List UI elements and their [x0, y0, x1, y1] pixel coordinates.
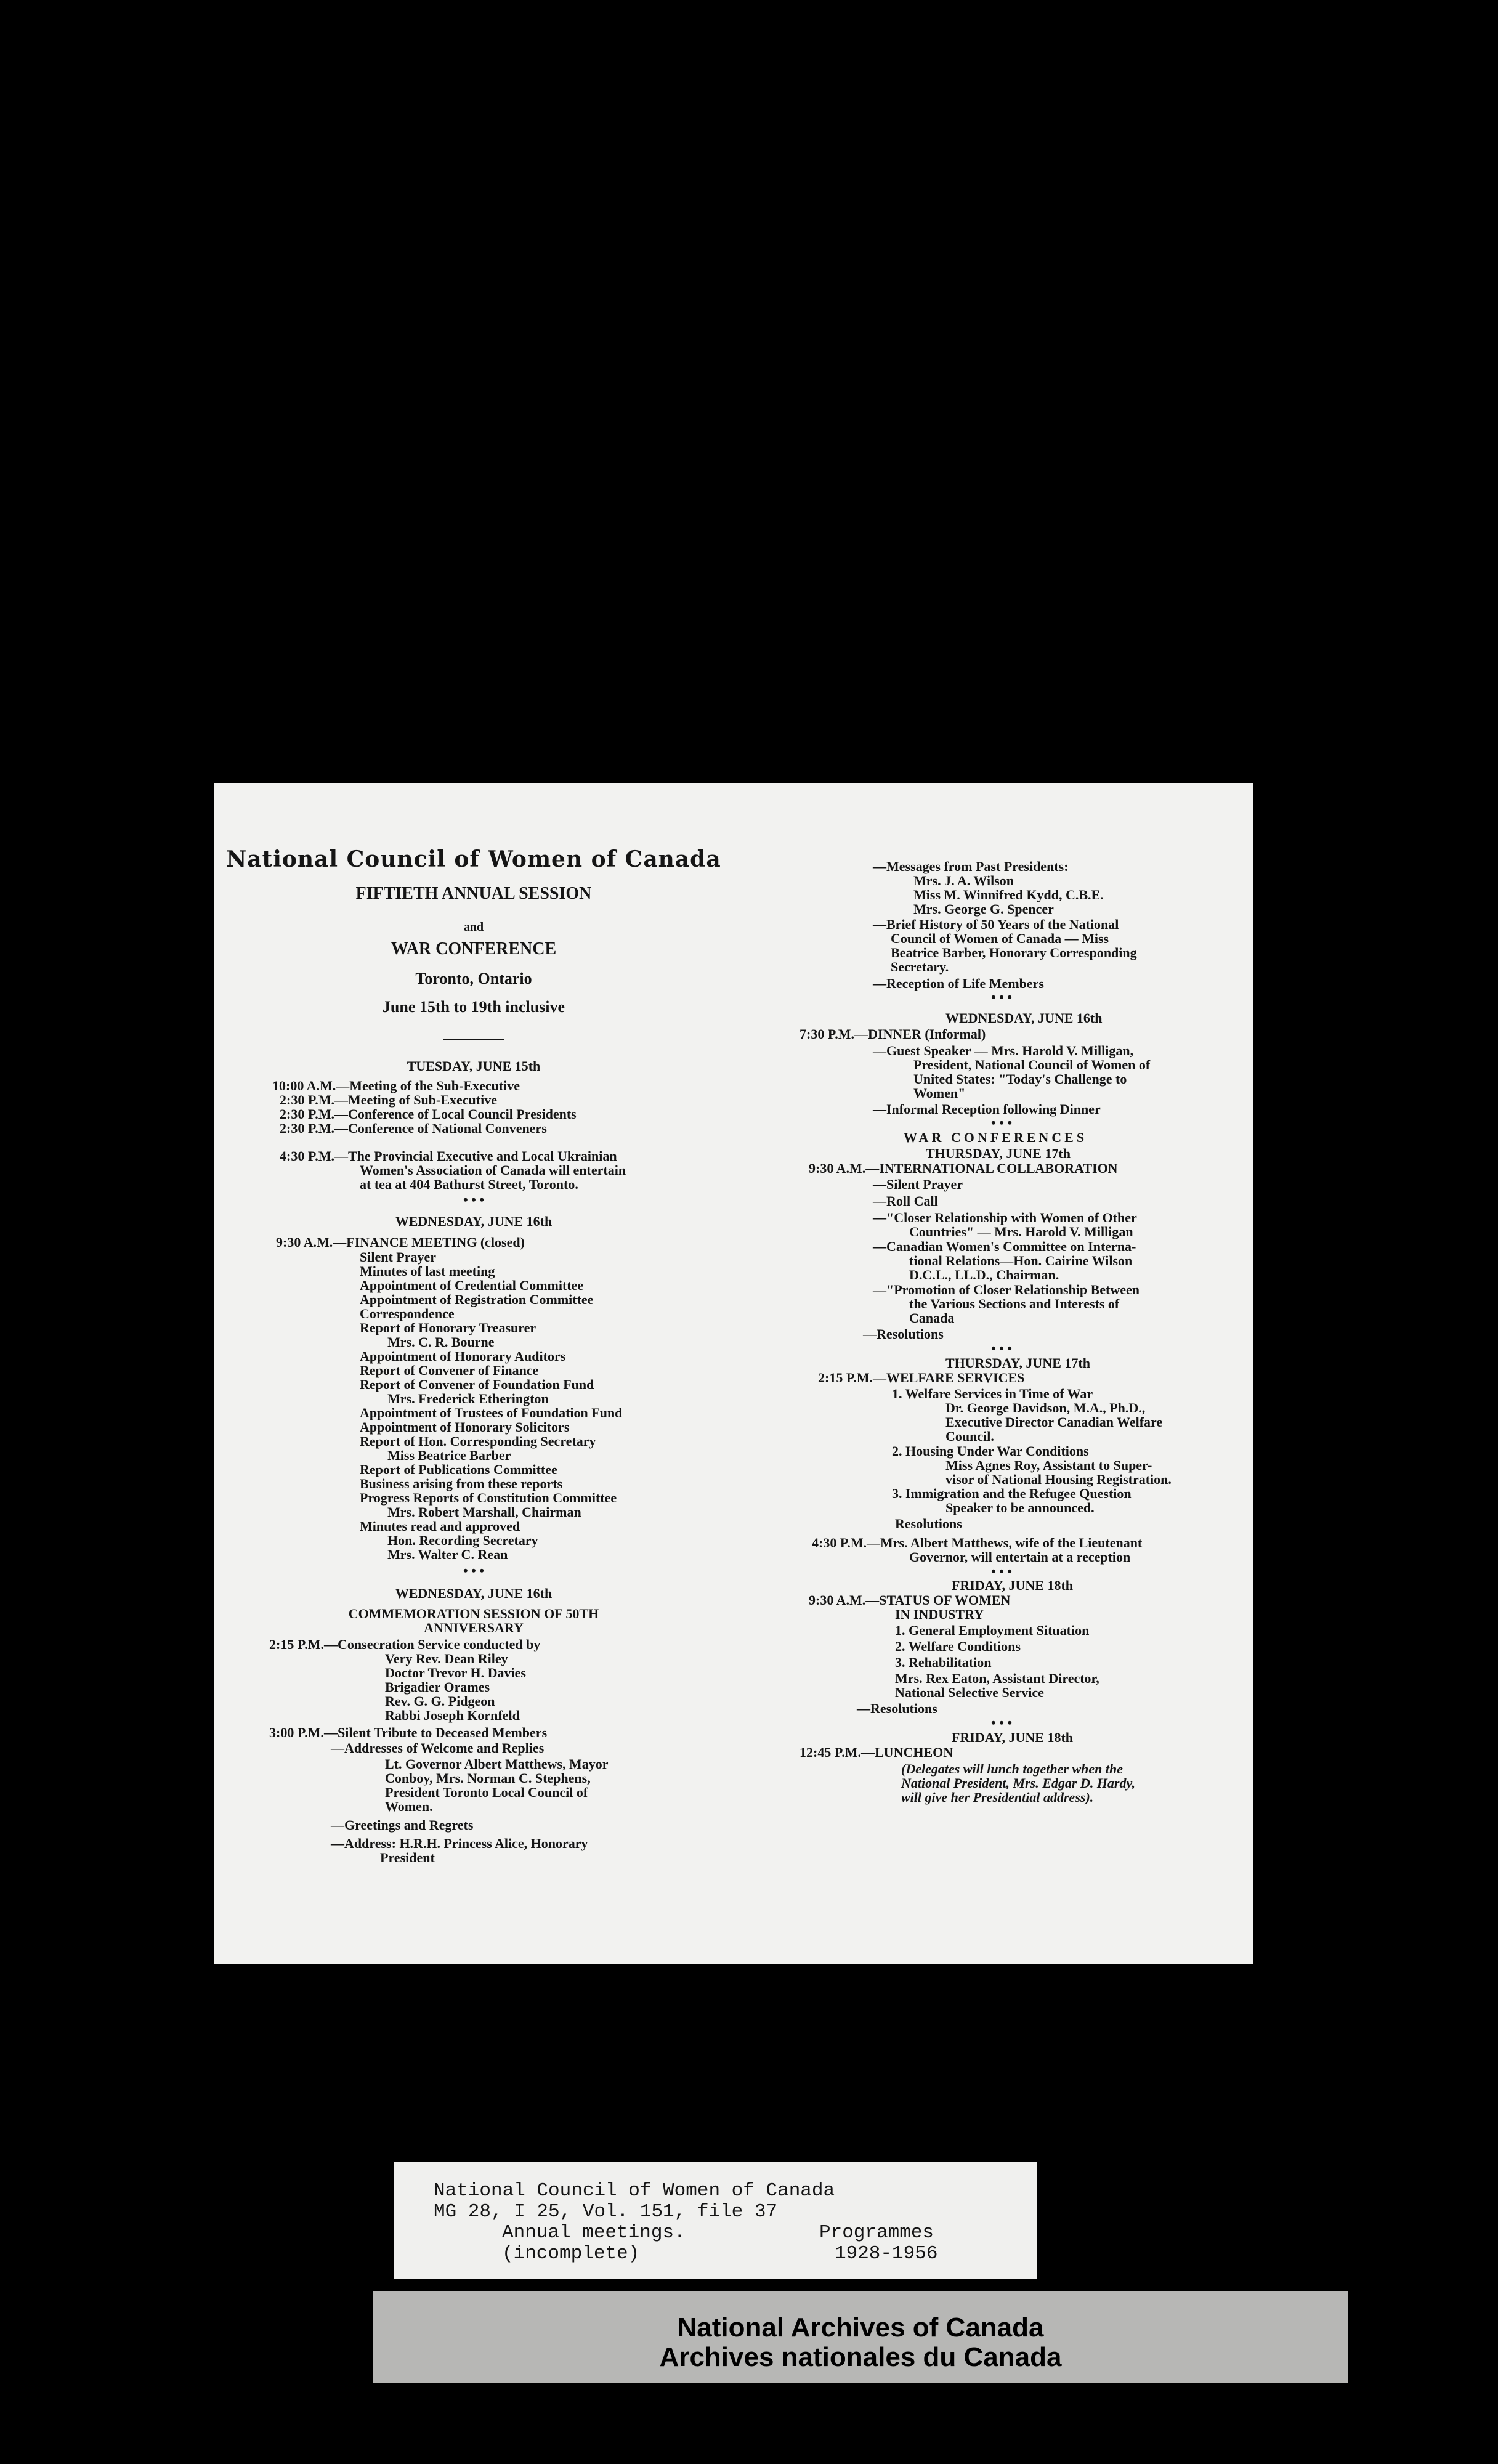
agenda-note: National President, Mrs. Edgar D. Hardy,: [901, 1775, 1135, 1791]
agenda-item: Executive Director Canadian Welfare: [945, 1414, 1163, 1430]
agenda-item: Appointment of Credential Committee: [360, 1278, 584, 1293]
day-heading: WEDNESDAY, JUNE 16th: [395, 1586, 553, 1601]
agenda-item: Report of Convener of Finance: [360, 1363, 539, 1378]
schedule-line: 2:15 P.M.—Consecration Service conducted by: [269, 1637, 541, 1652]
schedule-line: —"Closer Relationship with Women of Other: [873, 1210, 1137, 1225]
agenda-item: Canada: [909, 1310, 955, 1326]
schedule-line: President: [380, 1850, 435, 1865]
separator-dots: • • •: [463, 1563, 485, 1578]
agenda-item: Countries" — Mrs. Harold V. Milligan: [909, 1224, 1133, 1239]
agenda-item: Resolutions: [895, 1516, 962, 1531]
agenda-item: Appointment of Honorary Auditors: [360, 1348, 566, 1364]
agenda-item: 1. Welfare Services in Time of War: [892, 1386, 1093, 1401]
schedule-line: —Brief History of 50 Years of the National: [873, 917, 1119, 932]
agenda-item: Report of Convener of Foundation Fund: [360, 1377, 594, 1392]
schedule-line: —"Promotion of Closer Relationship Between: [873, 1282, 1140, 1297]
agenda-item: Lt. Governor Albert Matthews, Mayor: [385, 1756, 609, 1772]
agenda-item: Minutes of last meeting: [360, 1263, 495, 1279]
institution-name-en: National Archives of Canada: [677, 2312, 1044, 2343]
schedule-line: 9:30 A.M.—FINANCE MEETING (closed): [276, 1234, 525, 1250]
schedule-line: 2:30 P.M.—Conference of Local Council Presidents: [280, 1106, 577, 1122]
agenda-item: Conboy, Mrs. Norman C. Stephens,: [385, 1770, 591, 1786]
title-divider: [443, 1039, 504, 1040]
separator-dots: • • •: [991, 1340, 1013, 1356]
archive-reference-label: [394, 2162, 1037, 2279]
agenda-item: Speaker to be announced.: [945, 1500, 1095, 1515]
agenda-item: Mrs. J. A. Wilson: [913, 873, 1014, 888]
agenda-item: 1. General Employment Situation: [895, 1623, 1090, 1638]
agenda-item: Mrs. Robert Marshall, Chairman: [387, 1504, 581, 1520]
agenda-item: Appointment of Registration Committee: [360, 1292, 594, 1307]
schedule-line: 4:30 P.M.—Mrs. Albert Matthews, wife of the Lieutenant: [812, 1535, 1143, 1550]
agenda-item: Report of Honorary Treasurer: [360, 1320, 536, 1335]
agenda-item: Minutes read and approved: [360, 1518, 520, 1534]
agenda-item: Appointment of Trustees of Foundation Fund: [360, 1405, 623, 1420]
agenda-item: National Selective Service: [895, 1685, 1044, 1700]
agenda-item: Beatrice Barber, Honorary Corresponding: [891, 945, 1137, 960]
agenda-item: Mrs. Rex Eaton, Assistant Director,: [895, 1671, 1099, 1686]
agenda-item: Rev. G. G. Pidgeon: [385, 1693, 495, 1709]
agenda-item: Progress Reports of Constitution Committee: [360, 1490, 617, 1506]
day-heading: WEDNESDAY, JUNE 16th: [945, 1010, 1103, 1026]
schedule-line: 2:15 P.M.—WELFARE SERVICES: [818, 1370, 1025, 1385]
subtitle-dates: June 15th to 19th inclusive: [382, 998, 565, 1016]
schedule-line: 12:45 P.M.—LUNCHEON: [800, 1745, 953, 1760]
agenda-item: 2. Welfare Conditions: [895, 1639, 1021, 1654]
reference-line: 1928-1956: [835, 2243, 938, 2264]
schedule-line: —Silent Prayer: [873, 1177, 963, 1192]
agenda-item: Miss Agnes Roy, Assistant to Super-: [945, 1457, 1152, 1473]
schedule-line: 2:30 P.M.—Conference of National Conveners: [280, 1121, 547, 1136]
agenda-item: Very Rev. Dean Riley: [385, 1651, 508, 1666]
schedule-line: —Addresses of Welcome and Replies: [331, 1740, 545, 1756]
schedule-line: —Address: H.R.H. Princess Alice, Honorary: [331, 1836, 588, 1851]
subtitle-war-conference: WAR CONFERENCE: [391, 939, 557, 958]
agenda-item: United States: "Today's Challenge to: [913, 1071, 1127, 1087]
agenda-item: Women": [913, 1085, 966, 1101]
day-heading: THURSDAY, JUNE 17th: [945, 1355, 1090, 1371]
schedule-line: 9:30 A.M.—INTERNATIONAL COLLABORATION: [809, 1161, 1118, 1176]
reference-line: Annual meetings.: [502, 2222, 686, 2243]
institution-label: [373, 2291, 1348, 2383]
agenda-item: Women.: [385, 1799, 433, 1814]
schedule-line: —Messages from Past Presidents:: [873, 859, 1069, 874]
agenda-item: tional Relations—Hon. Cairine Wilson: [909, 1253, 1133, 1268]
agenda-item: the Various Sections and Interests of: [909, 1296, 1120, 1311]
agenda-item: Rabbi Joseph Kornfeld: [385, 1708, 520, 1723]
schedule-line: at tea at 404 Bathurst Street, Toronto.: [360, 1177, 578, 1192]
agenda-item: Report of Publications Committee: [360, 1462, 557, 1477]
agenda-item: Doctor Trevor H. Davies: [385, 1665, 526, 1680]
agenda-item: Appointment of Honorary Solicitors: [360, 1419, 570, 1435]
schedule-line: —Resolutions: [863, 1326, 944, 1342]
reference-line: National Council of Women of Canada: [434, 2180, 835, 2202]
session-heading: ANNIVERSARY: [424, 1620, 524, 1635]
agenda-note: (Delegates will lunch together when the: [901, 1761, 1123, 1777]
agenda-item: Miss Beatrice Barber: [387, 1448, 511, 1463]
day-heading: TUESDAY, JUNE 15th: [407, 1058, 541, 1074]
subtitle-location: Toronto, Ontario: [415, 970, 532, 987]
schedule-line: —Reception of Life Members: [873, 976, 1044, 991]
agenda-item: 2. Housing Under War Conditions: [892, 1443, 1089, 1459]
schedule-line: 4:30 P.M.—The Provincial Executive and Local Ukrainian: [280, 1148, 617, 1164]
agenda-item: Mrs. George G. Spencer: [913, 901, 1054, 917]
agenda-item: visor of National Housing Registration.: [945, 1472, 1172, 1487]
separator-dots: • • •: [991, 1563, 1013, 1579]
agenda-item: Secretary.: [891, 959, 949, 975]
schedule-line: 3:00 P.M.—Silent Tribute to Deceased Members: [269, 1725, 548, 1740]
reference-line: Programmes: [819, 2222, 934, 2243]
institution-name-fr: Archives nationales du Canada: [659, 2342, 1062, 2372]
schedule-line: —Greetings and Regrets: [331, 1817, 474, 1833]
subtitle-session: FIFTIETH ANNUAL SESSION: [355, 884, 592, 903]
agenda-item: Council.: [945, 1429, 994, 1444]
agenda-item: Business arising from these reports: [360, 1476, 563, 1491]
agenda-item: 3. Immigration and the Refugee Question: [892, 1486, 1132, 1501]
agenda-item: Mrs. Frederick Etherington: [387, 1391, 549, 1406]
schedule-line: Women's Association of Canada will entertain: [360, 1162, 626, 1178]
schedule-line: 7:30 P.M.—DINNER (Informal): [800, 1026, 986, 1042]
subtitle-and: and: [463, 920, 484, 934]
agenda-item: President, National Council of Women of: [913, 1057, 1151, 1072]
schedule-line: 2:30 P.M.—Meeting of Sub-Executive: [280, 1092, 497, 1108]
agenda-item: Report of Hon. Corresponding Secretary: [360, 1433, 596, 1449]
reference-line: MG 28, I 25, Vol. 151, file 37: [434, 2201, 778, 2223]
agenda-item: Hon. Recording Secretary: [387, 1533, 538, 1548]
agenda-item: Correspondence: [360, 1306, 455, 1321]
agenda-item: Silent Prayer: [360, 1249, 437, 1265]
agenda-item: IN INDUSTRY: [895, 1607, 984, 1622]
schedule-line: —Canadian Women's Committee on Interna-: [873, 1239, 1136, 1254]
day-heading: WEDNESDAY, JUNE 16th: [395, 1214, 553, 1229]
separator-dots: • • •: [991, 989, 1013, 1005]
agenda-item: Dr. George Davidson, M.A., Ph.D.,: [945, 1400, 1146, 1416]
agenda-item: 3. Rehabilitation: [895, 1655, 992, 1670]
section-heading-war-conferences: WAR CONFERENCES: [904, 1130, 1088, 1145]
schedule-line: —Roll Call: [873, 1193, 938, 1209]
schedule-line: —Guest Speaker — Mrs. Harold V. Milligan,: [873, 1043, 1134, 1058]
day-heading: FRIDAY, JUNE 18th: [952, 1730, 1074, 1745]
page-title: National Council of Women of Canada: [226, 846, 721, 872]
agenda-item: Mrs. C. R. Bourne: [387, 1334, 495, 1350]
day-heading: FRIDAY, JUNE 18th: [952, 1578, 1074, 1593]
separator-dots: • • •: [991, 1115, 1013, 1130]
session-heading: COMMEMORATION SESSION OF 50TH: [348, 1606, 599, 1621]
agenda-note: will give her Presidential address).: [901, 1789, 1094, 1805]
schedule-line: 10:00 A.M.—Meeting of the Sub-Executive: [272, 1078, 520, 1093]
programme-page: [214, 783, 1253, 1964]
agenda-item: Council of Women of Canada — Miss: [891, 931, 1109, 946]
schedule-line: 9:30 A.M.—STATUS OF WOMEN: [809, 1592, 1011, 1608]
agenda-item: D.C.L., LL.D., Chairman.: [909, 1267, 1059, 1283]
agenda-item: Mrs. Walter C. Rean: [387, 1547, 508, 1562]
agenda-item: Governor, will entertain at a reception: [909, 1549, 1131, 1565]
separator-dots: • • •: [463, 1192, 485, 1207]
separator-dots: • • •: [991, 1715, 1013, 1730]
reference-line: (incomplete): [502, 2243, 640, 2264]
schedule-line: —Informal Reception following Dinner: [873, 1101, 1101, 1117]
agenda-item: Miss M. Winnifred Kydd, C.B.E.: [913, 887, 1104, 902]
schedule-line: —Resolutions: [857, 1701, 937, 1716]
agenda-item: President Toronto Local Council of: [385, 1785, 588, 1800]
day-heading: THURSDAY, JUNE 17th: [926, 1146, 1071, 1161]
agenda-item: Brigadier Orames: [385, 1679, 490, 1695]
